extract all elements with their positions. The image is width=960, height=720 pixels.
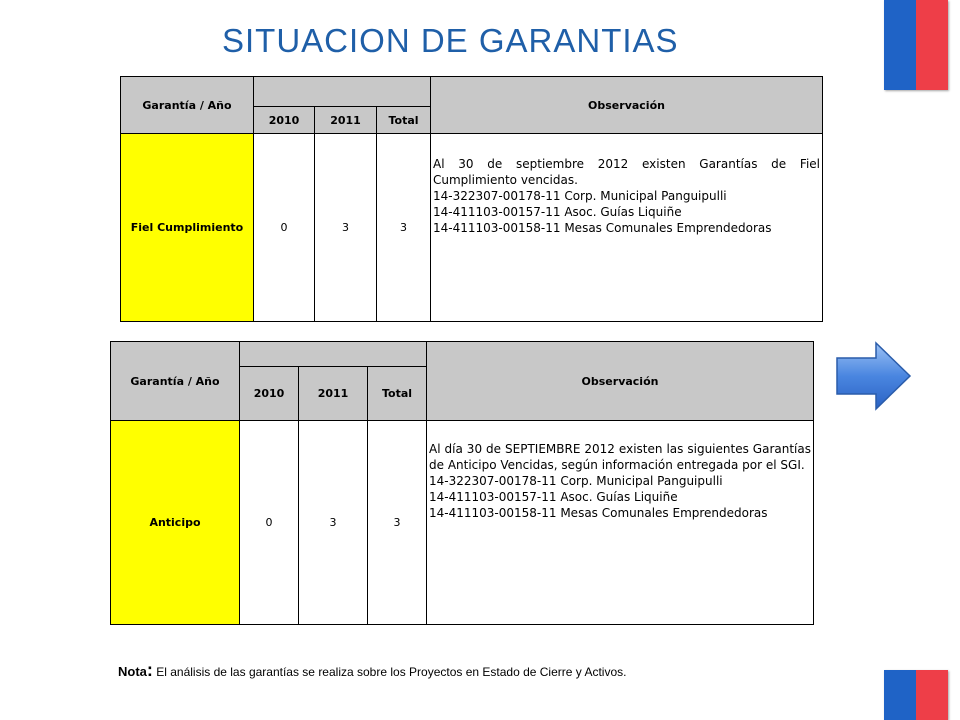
- header-garantia-ano: Garantía / Año: [121, 77, 254, 134]
- header-year-2011: 2011: [315, 107, 377, 134]
- flag-red-stripe: [916, 670, 948, 720]
- observacion-line: Al 30 de septiembre 2012 existen Garantías de Fiel Cumplimiento vencidas.: [433, 157, 820, 187]
- observacion-line: 14-411103-00157-11 Asoc. Guías Liquiñe: [433, 205, 682, 219]
- header-observacion: Observación: [427, 342, 814, 421]
- nota-text: El análisis de las garantías se realiza sobre los Proyectos en Estado de Cierre y Activos.: [152, 665, 627, 679]
- observacion-line: 14-322307-00178-11 Corp. Municipal Panguipulli: [429, 474, 723, 488]
- page-title: SITUACION DE GARANTIAS: [222, 22, 679, 59]
- nota-label: Nota: [118, 664, 147, 679]
- header-observacion: Observación: [431, 77, 823, 134]
- header-total: Total: [377, 107, 431, 134]
- flag-blue-stripe: [884, 670, 916, 720]
- value-total: 3: [377, 134, 431, 322]
- observacion-line: 14-411103-00158-11 Mesas Comunales Emprendedoras: [433, 221, 772, 235]
- header-garantia-ano: Garantía / Año: [111, 342, 240, 421]
- header-total: Total: [368, 367, 427, 421]
- observacion-line: 14-411103-00157-11 Asoc. Guías Liquiñe: [429, 490, 678, 504]
- nota-footnote: [118, 660, 626, 681]
- observacion-cell: [427, 421, 814, 625]
- flag-top-icon: [884, 0, 948, 90]
- header-years-group: [254, 77, 431, 107]
- header-year-2010: 2010: [254, 107, 315, 134]
- value-2010: 0: [254, 134, 315, 322]
- garantias-table-fiel-cumplimiento: [120, 76, 823, 322]
- flag-bottom-icon: [884, 670, 948, 720]
- header-year-2010: 2010: [240, 367, 299, 421]
- value-2010: 0: [240, 421, 299, 625]
- row-label-anticipo: Anticipo: [111, 421, 240, 625]
- value-total: 3: [368, 421, 427, 625]
- value-2011: 3: [299, 421, 368, 625]
- flag-red-stripe: [916, 0, 948, 90]
- value-2011: 3: [315, 134, 377, 322]
- row-label-fiel-cumplimiento: Fiel Cumplimiento: [121, 134, 254, 322]
- observacion-line: 14-411103-00158-11 Mesas Comunales Emprendedoras: [429, 506, 768, 520]
- header-year-2011: 2011: [299, 367, 368, 421]
- garantias-table-anticipo: [110, 341, 814, 625]
- header-years-group: [240, 342, 427, 367]
- nota-colon: :: [146, 660, 153, 680]
- flag-blue-stripe: [884, 0, 916, 90]
- observacion-line: 14-322307-00178-11 Corp. Municipal Panguipulli: [433, 189, 727, 203]
- observacion-line: Al día 30 de SEPTIEMBRE 2012 existen las siguientes Garantías de Anticipo Vencidas, según información entregada por el SGI.: [429, 442, 811, 472]
- right-arrow-icon[interactable]: [834, 340, 914, 412]
- observacion-cell: [431, 134, 823, 322]
